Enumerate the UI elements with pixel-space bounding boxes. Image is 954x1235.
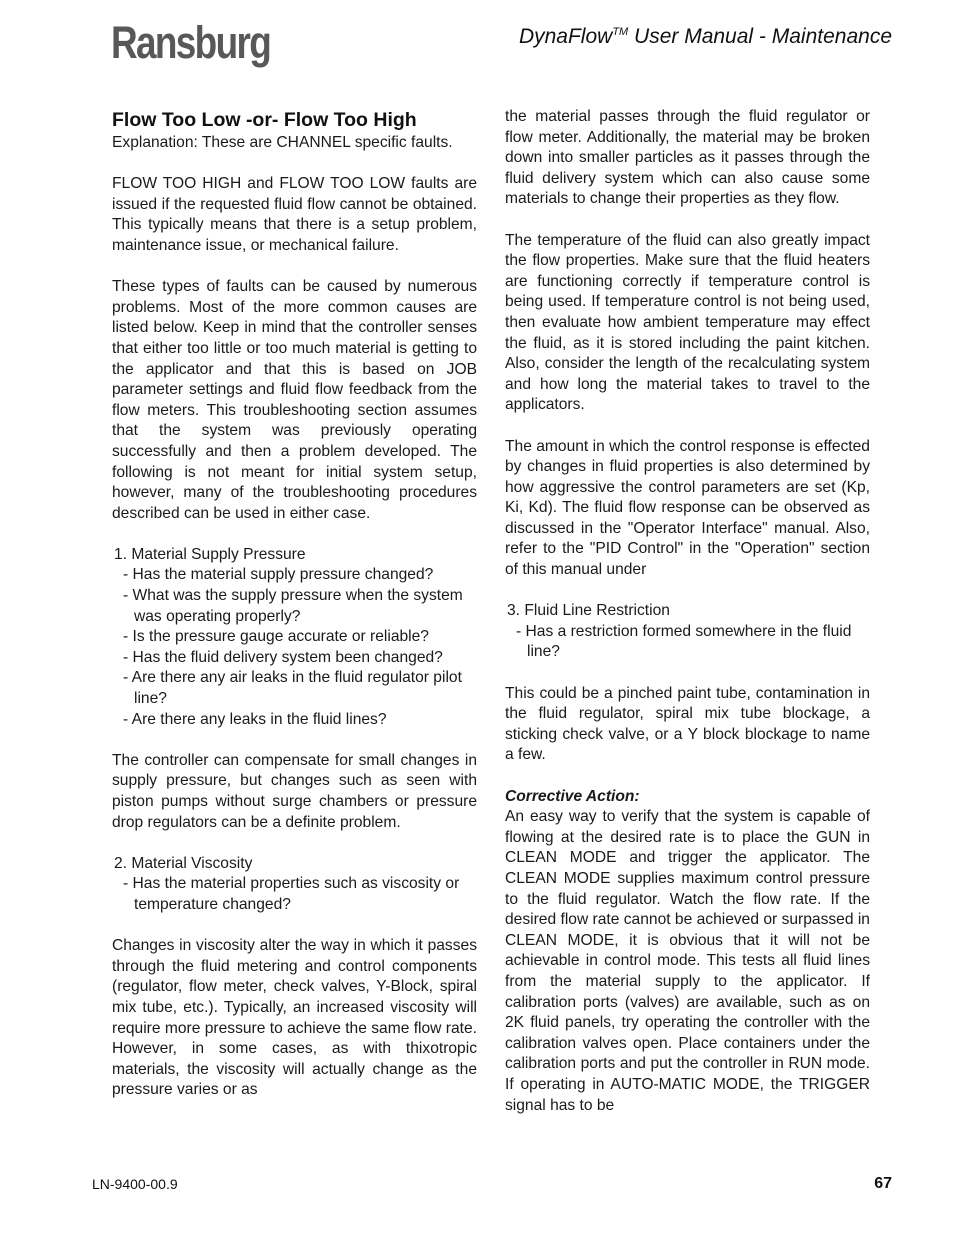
- left-column: [112, 107, 477, 1101]
- paragraph: FLOW TOO HIGH and FLOW TOO LOW faults are issued if the requested fluid flow cannot be obtained. This typically means that there is a setup problem, maintenance issue, or mechanical failure.: [112, 175, 477, 254]
- list-item: - Has the material properties such as viscosity or temperature changed?: [123, 875, 460, 913]
- paragraph: the material passes through the fluid regulator or flow meter. Additionally, the material may be broken down into smaller particles as it passes through the fluid delivery system which can also cause some materials to change their properties as they flow.: [505, 108, 870, 208]
- paragraph: Changes in viscosity alter the way in which it passes through the fluid metering and control components (regulator, flow meter, check valves, Y-Block, spiral mix tube, etc.). Typically, an increased viscosity will require more pressure to achieve the same flow rate. However, in some cases, as with thixotropic materials, the viscosity will actually change as the pressure varies or as: [112, 937, 477, 1099]
- paragraph: The temperature of the fluid can also greatly impact the flow properties. Make sure that the fluid heaters are functioning correctly if temperature control is being used. If temperature control is not being used, then evaluate how ambient temperature may effect the fluid, as it is stored including the paint kitchen. Also, consider the length of the recalculating system and how long the material takes to travel to the applicators.: [505, 231, 870, 414]
- document-number: LN-9400-00.9: [92, 1176, 178, 1192]
- list-item: - What was the supply pressure when the system was operating properly?: [123, 587, 463, 625]
- list-title-fluid-line: 3. Fluid Line Restriction: [507, 602, 670, 620]
- list-item: - Is the pressure gauge accurate or reliable?: [123, 628, 429, 646]
- explanation-text: Explanation: These are CHANNEL specific faults.: [112, 134, 453, 151]
- section-heading: Flow Too Low -or- Flow Too High: [112, 109, 417, 131]
- list-title-viscosity: 2. Material Viscosity: [114, 854, 253, 872]
- list-title-supply-pressure: 1. Material Supply Pressure: [114, 545, 306, 563]
- right-column: [505, 107, 870, 1116]
- list-item: - Has the fluid delivery system been changed?: [123, 648, 443, 666]
- ransburg-logo: Ransburg: [111, 17, 271, 68]
- list-item: - Are there any leaks in the fluid lines?: [123, 710, 387, 728]
- corrective-action-label: Corrective Action:: [505, 787, 640, 805]
- list-item: - Has a restriction formed somewhere in the fluid line?: [516, 622, 852, 661]
- paragraph: The amount in which the control response is effected by changes in fluid properties is also determined by how aggressive the control parameters are set (Kp, Ki, Kd). The fluid flow response can be observed as discussed in the "Operator Interface" manual. Also, refer to the "PID Control" in the "Operation" section of this manual under: [505, 437, 870, 579]
- page-number: 67: [874, 1175, 892, 1192]
- trademark-mark: TM: [612, 26, 629, 38]
- list-item: - Has the material supply pressure changed?: [123, 566, 434, 584]
- paragraph: The controller can compensate for small changes in supply pressure, but changes such as seen with piston pumps without surge chambers or pressure drop regulators can be a definite problem.: [112, 751, 477, 831]
- list-item: - Are there any air leaks in the fluid regulator pilot line?: [123, 669, 462, 708]
- paragraph: These types of faults can be caused by numerous problems. Most of the more common causes are listed below. Keep in mind that the controller senses that either too little or too much material is getting to the applicator and that this is based on JOB parameter settings and fluid flow feedback from the flow meters. This troubleshooting section assumes that the system was previously operating successfully and then a problem developed. The following is not meant for initial system setup, however, many of the troubleshooting procedures described can be used in either case.: [112, 278, 477, 522]
- paragraph: This could be a pinched paint tube, contamination in the fluid regulator, spiral mix tube blockage, a sticking check valve, or a Y block blockage to name a few.: [505, 684, 870, 764]
- title-suffix: User Manual - Maintenance: [628, 25, 892, 48]
- manual-title: [519, 25, 892, 49]
- title-prefix: DynaFlow: [518, 25, 613, 48]
- paragraph: An easy way to verify that the system is capable of flowing at the desired rate is to place the GUN in CLEAN MODE and trigger the applicator. The CLEAN MODE supplies maximum control pressure to the fluid regulator. Watch the flow rate. If the desired flow rate cannot be achieved or surpassed in CLEAN MODE, it is obvious that it will not be achievable in control mode. This tests all fluid lines from the material supply to the applicator. If calibration ports (valves) are available, such as on 2K fluid panels, try operating the controller with the calibration valves open. Place containers under the calibration ports and put the controller in RUN mode. If operating in AUTO-MATIC MODE, the TRIGGER signal has to be: [505, 808, 870, 1114]
